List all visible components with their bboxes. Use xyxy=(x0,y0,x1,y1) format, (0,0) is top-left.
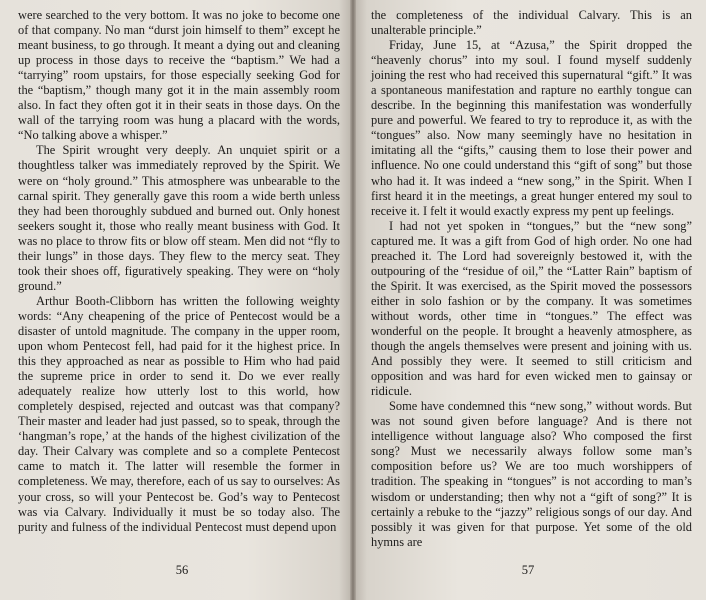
page-number-right: 57 xyxy=(521,563,535,577)
left-paragraph-3: Arthur Booth-Clibborn has written the following weighty words: “Any cheapening of the price of Pentecost would be a disaster of untold magnitude. The company in the upper room, upon whom Pentecost fell, had paid for it the highest price. In this they approached as near as possible to Him who had paid the supreme price in order to send it. Do we ever really adequately realize how utterly lost to this world, how completely despised, rejected and outcast was that company? Their master and leader had just passed, so to speak, through the ‘hangman’s rope,’ at the hands of the highest civilization of the day. Their Calvary was complete and so a complete Pentecost came to match it. The latter will resemble the former in completeness. We may, therefore, each of us say to ourselves: As your cross, so will your Pentecost be. God’s way to Pentecost was via Calvary. Individually it must be so today also. The purity and fulness of the individual Pentecost must depend upon xyxy=(18,293,340,534)
right-paragraph-3: I had not yet spoken in “tongues,” but the “new song” captured me. It was a gift from God of high order. No one had preached it. The Lord had sovereignly bestowed it, with the outpouring of the “residue of oil,” the “Latter Rain” baptism of the Spirit. It was exercised, as the Spirit moved the possessors either in solo fashion or by the company. It was sometimes without words, other time in “tongues.” The effect was wonderful on the people. It brought a heavenly atmosphere, as though the angels themselves were present and joining with us. And possibly they were. It seemed to still criticism and opposition and was hard for even wicked men to gainsay or ridicule. xyxy=(371,218,692,399)
book-gutter xyxy=(350,0,356,600)
page-number-left: 56 xyxy=(175,563,189,577)
right-paragraph-4: Some have condemned this “new song,” without words. But was not sound given before language? And is there not intelligence without language also? Who composed the first song? Must we necessarily always follow some man’s composition before us? We are too much worshippers of tradition. The speaking in “tongues” is not according to man’s wisdom or understanding; then why not a “gift of song?” It is certainly a rebuke to the “jazzy” religious songs of our day. And possibly it was given for that purpose. Yet some of the old hymns are xyxy=(371,399,692,549)
right-page xyxy=(353,0,706,600)
right-paragraph-1: the completeness of the individual Calvary. This is an unalterable principle.” xyxy=(371,8,692,38)
right-paragraph-2: Friday, June 15, at “Azusa,” the Spirit dropped the “heavenly chorus” into my soul. I found myself suddenly joining the rest who had received this supernatural “gift.” It was a spontaneous manifestation and rapture no earthly tongue can describe. In the beginning this manifestation was wonderfully pure and powerful. We feared to try to reproduce it, as with the “tongues” also. Now many seemingly have no hesitation in imitating all the “gifts,” causing them to lose their power and influence. No one could understand this “gift of song” but those who had it. It was indeed a “new song,” in the Spirit. When I first heard it in the meetings, a great hunger entered my soul to receive it. I felt it would exactly express my pent up feelings. xyxy=(371,38,692,218)
left-paragraph-1: were searched to the very bottom. It was no joke to become one of that company. No man “durst join himself to them” except he meant business, to go through. It meant a dying out and cleaning up process in those days to receive the “baptism.” We had a “tarrying” room upstairs, for those especially seeking God for the “baptism,” though many got it in the main assembly room also. In fact they often got it in their seats in those days. On the wall of the tarrying room was hung a placard with the words, “No talking above a whisper.” xyxy=(18,8,340,143)
left-paragraph-2: The Spirit wrought very deeply. An unquiet spirit or a thoughtless talker was immediately reproved by the Spirit. We were on “holy ground.” This atmosphere was unbearable to the carnal spirit. They generally gave this room a wide berth unless they had been thoroughly subdued and burned out. Only honest seekers sought it, those who really meant business with God. It was no place to throw fits or blow off steam. Men did not “fly to their lungs” in those days. They flew to the mercy seat. They took their shoes off, figuratively speaking. They were on “holy ground.” xyxy=(18,143,340,293)
